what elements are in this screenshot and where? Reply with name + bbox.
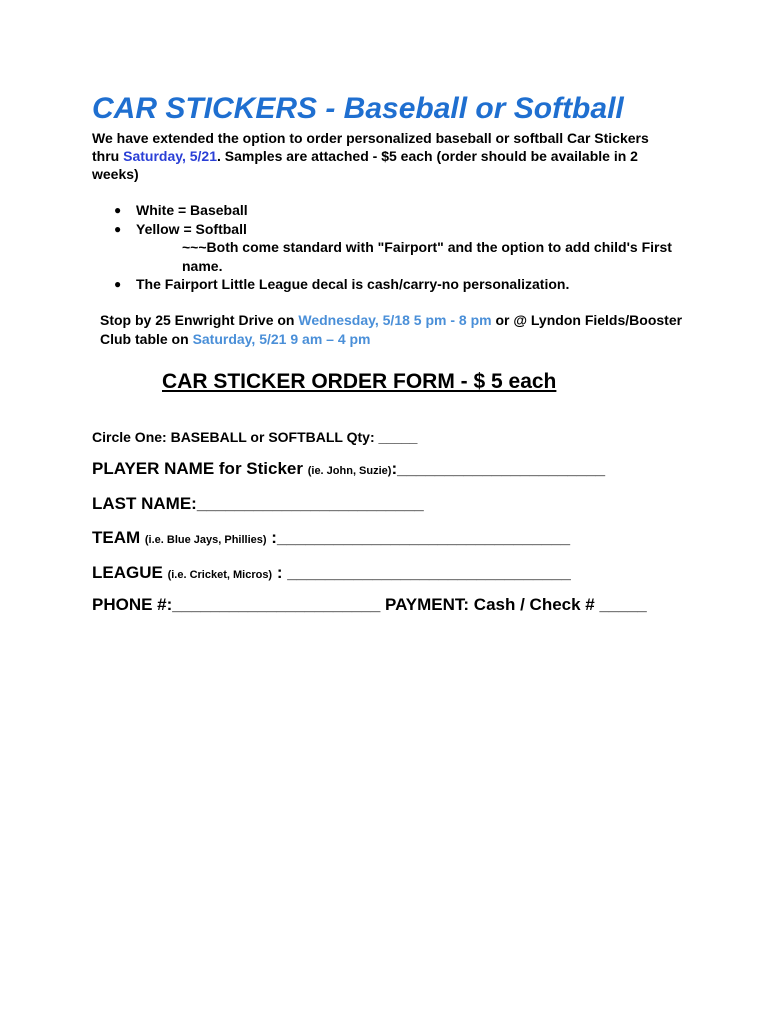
intro-text-1: We have extended the option to order personalized baseball or softball Car Stickers thru [92,130,649,164]
team-hint: (i.e. Blue Jays, Phillies) [144,534,267,546]
circle-one-line: Circle One: BASEBALL or SOFTBALL Qty: _____ [92,429,418,445]
last-name-field: LAST NAME:________________________ [92,494,424,513]
team-label: TEAM [92,528,145,547]
pickup-text-2: or @ Lyndon Fields/Booster Club table on [100,312,683,347]
list-item-white [110,201,710,220]
page-title: CAR STICKERS - Baseball or Softball [92,92,624,125]
player-name-blank: :______________________ [391,459,606,478]
pickup-time-2: Saturday, 5/21 9 am – 4 pm [192,330,371,347]
team-field [92,528,570,548]
list-item-decal [110,275,710,294]
list-item-label: Yellow = Softball [136,220,247,237]
pickup-time-1: Wednesday, 5/18 5 pm - 8 pm [298,312,492,328]
league-hint: (i.e. Cricket, Micros) [167,569,273,581]
list-item-label: White = Baseball [136,202,248,218]
standard-note: ~~~Both come standard with "Fairport" and the option to add child's First name. [182,239,672,274]
bullet-icon: ● [114,203,122,217]
intro-paragraph [92,129,672,183]
phone-payment-field: PHONE #:______________________ PAYMENT: Cash / Check # _____ [92,595,647,614]
list-item-yellow [110,220,710,276]
league-field [92,563,571,583]
intro-text-2: . Samples are attached - $5 each (order should be available in 2 weeks) [92,148,638,182]
sticker-options-list [110,201,710,294]
player-name-label: PLAYER NAME for Sticker [92,459,308,478]
pickup-text-1: Stop by 25 Enwright Drive on [100,312,299,328]
order-form-title: CAR STICKER ORDER FORM - $ 5 each [162,370,557,393]
intro-deadline-date: Saturday, 5/21 [123,148,218,164]
team-blank: :_______________________________ [266,528,571,547]
bullet-icon: ● [114,277,122,291]
pickup-paragraph [100,311,700,348]
player-name-field [92,459,605,479]
league-label: LEAGUE [92,563,168,582]
league-blank: : ______________________________ [272,563,571,582]
bullet-icon: ● [114,221,122,236]
list-item-label: The Fairport Little League decal is cash/carry-no personalization. [136,276,570,292]
player-name-hint: (ie. John, Suzie) [307,465,392,477]
